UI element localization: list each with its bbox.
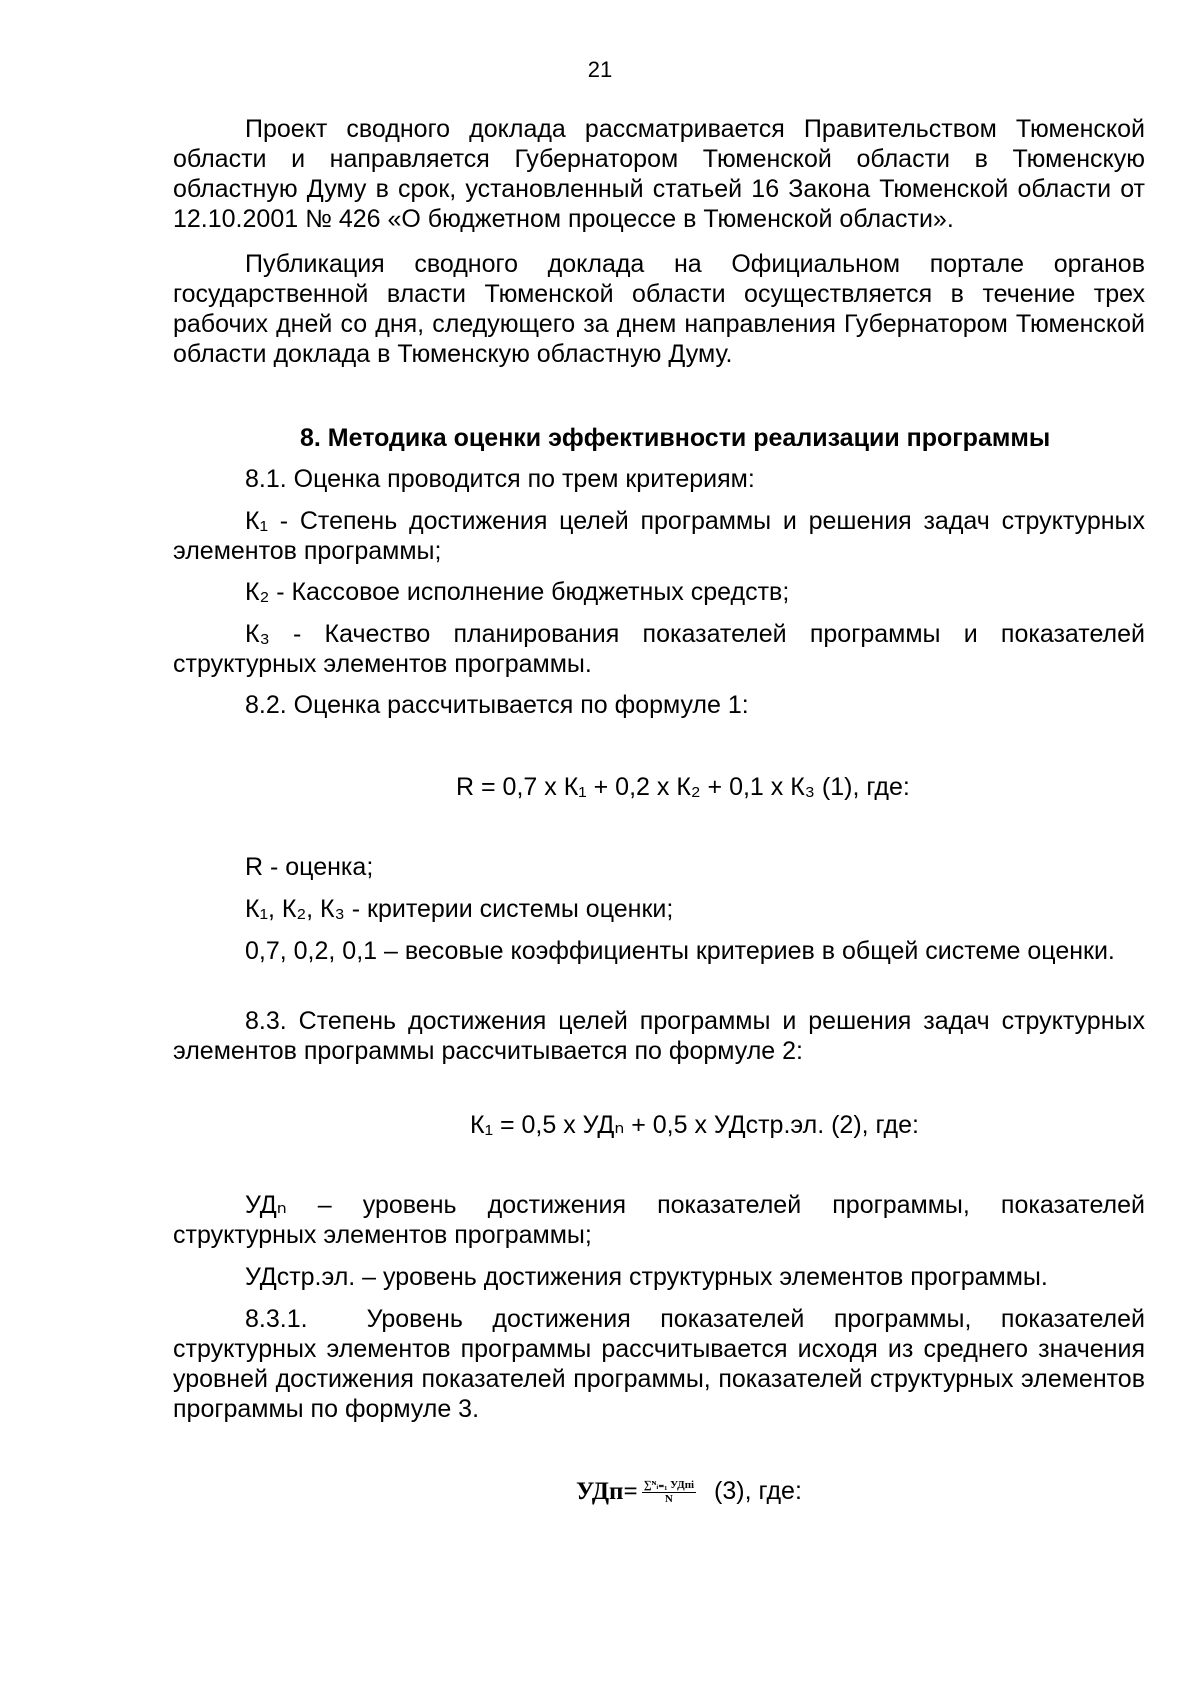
formula3-eq: =	[623, 1478, 638, 1505]
formula-2: К₁ = 0,5 х УДₙ + 0,5 х УДстр.эл. (2), где:	[470, 1111, 919, 1139]
formula-1: R = 0,7 х К₁ + 0,2 х К₂ + 0,1 х К₃ (1), где:	[456, 773, 910, 801]
section-heading: 8. Методика оценки эффективности реализации программы	[300, 424, 1051, 452]
paragraph-formula1-intro: 8.2. Оценка рассчитывается по формуле 1:	[245, 691, 749, 719]
paragraph-criteria-intro: 8.1. Оценка проводится по трем критериям:	[245, 465, 755, 493]
formula3-denominator: N	[664, 1492, 673, 1505]
paragraph-criterion-k1: К₁ - Степень достижения целей программы и решения задач структурных элементов программы;	[173, 507, 1145, 565]
paragraph-formula3-intro: 8.3.1. Уровень достижения показателей программы, показателей структурных элементов программы рассчитывается исходя из среднего значения уровней достижения показателей программы, показателей структурных элементов программы по формуле 3.	[173, 1305, 1145, 1423]
paragraph-weights: 0,7, 0,2, 0,1 – весовые коэффициенты критериев в общей системе оценки.	[245, 937, 1115, 965]
formula3-numerator: ∑ᴺᵢ₌₁ УДпi	[643, 1478, 695, 1491]
paragraph-udp-definition: УДₙ – уровень достижения показателей программы, показателей структурных элементов программы;	[173, 1191, 1145, 1249]
paragraph-udstr-definition: УДстр.эл. – уровень достижения структурных элементов программы.	[245, 1263, 1048, 1291]
paragraph-r-definition: R - оценка;	[245, 853, 374, 881]
formula3-tail: (3), где:	[714, 1477, 802, 1505]
paragraph-criterion-k3: К₃ - Качество планирования показателей программы и показателей структурных элементов программы.	[173, 620, 1145, 678]
paragraph-report-publication: Публикация сводного доклада на Официальном портале органов государственной власти Тюменской области осуществляется в течение трех рабочих дней со дня, следующего за днем направления Губернатором Тюменской области доклада в Тюменскую областную Думу.	[173, 250, 1145, 368]
paragraph-k-definition: К₁, К₂, К₃ - критерии системы оценки;	[245, 895, 674, 923]
paragraph-report-review: Проект сводного доклада рассматривается Правительством Тюменской области и направляется Губернатором Тюменской области в Тюменскую областную Думу в срок, установленный статьей 16 Закона Тюменской области от 12.10.2001 № 426 «О бюджетном процессе в Тюменской области».	[173, 115, 1145, 233]
formula-3	[576, 1476, 802, 1507]
paragraph-criterion-k2: К₂ - Кассовое исполнение бюджетных средств;	[245, 578, 790, 606]
page-number: 21	[587, 57, 613, 82]
formula3-fraction	[642, 1479, 696, 1506]
formula3-lhs: УДп	[576, 1478, 624, 1505]
paragraph-formula2-intro: 8.3. Степень достижения целей программы и решения задач структурных элементов программы рассчитывается по формуле 2:	[173, 1007, 1145, 1065]
